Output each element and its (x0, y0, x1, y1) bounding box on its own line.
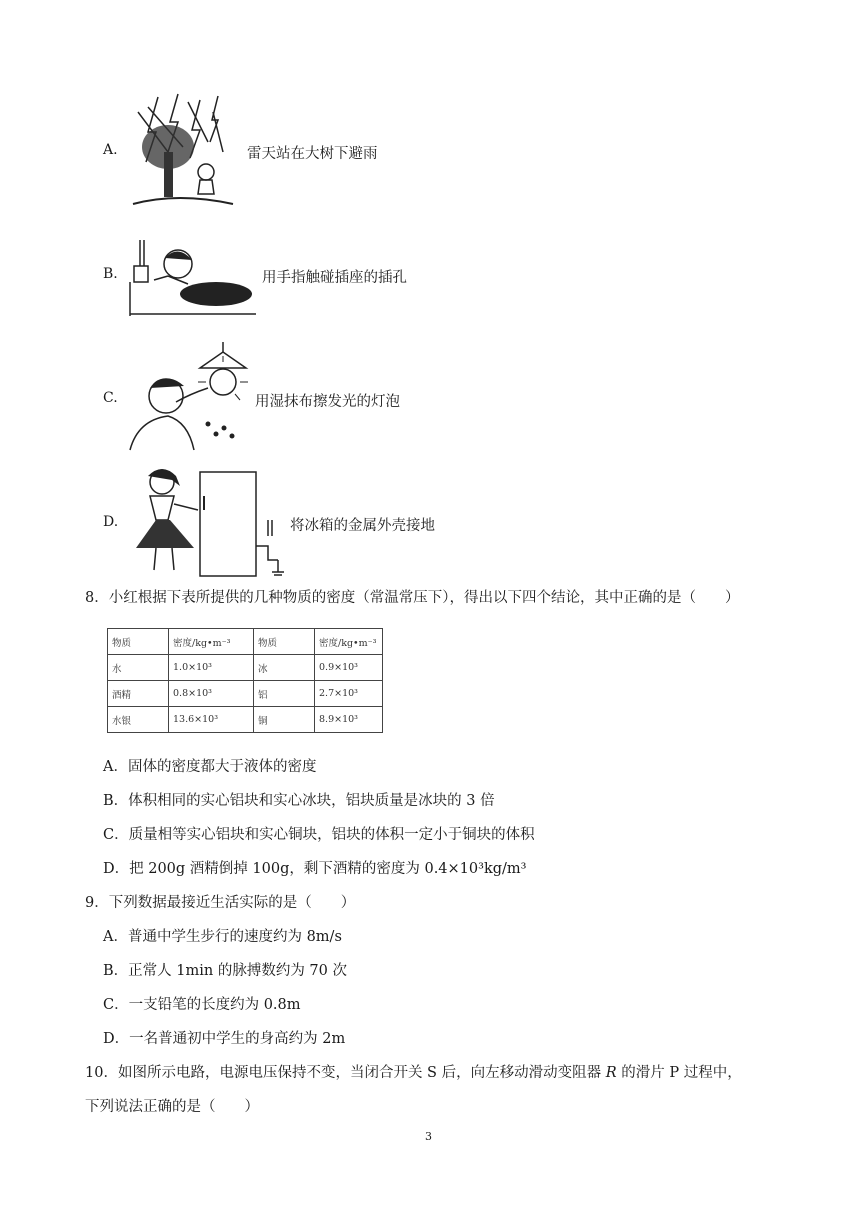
table-cell: 铝 (254, 681, 315, 707)
q7-option-d-text: 将冰箱的金属外壳接地 (290, 518, 435, 534)
table-cell: 0.9×10³ (315, 655, 383, 681)
table-header-cell: 物质 (254, 629, 315, 655)
density-table (107, 628, 383, 733)
socket-child-illustration (128, 236, 256, 320)
q9-stem: 9．下列数据最接近生活实际的是（ ） (85, 895, 356, 911)
table-row (108, 655, 383, 681)
q10-stem-line2: 下列说法正确的是（ ） (85, 1099, 259, 1115)
q7-option-c-text: 用湿抹布擦发光的灯泡 (255, 394, 400, 410)
q7-option-c-letter: C. (103, 390, 118, 406)
q10-variable-r: R (605, 1065, 617, 1081)
q10-stem-part1: 10．如图所示电路，电源电压保持不变，当闭合开关 S 后，向左移动滑动变阻器 (85, 1065, 606, 1081)
q8-option-b: B．体积相同的实心铝块和实心冰块，铝块质量是冰块的 3 倍 (103, 793, 495, 809)
table-cell: 2.7×10³ (315, 681, 383, 707)
table-row (108, 707, 383, 733)
q10-stem-part2: 的滑片 P 过程中， (616, 1065, 742, 1081)
table-cell: 0.8×10³ (169, 681, 254, 707)
q7-option-b-letter: B. (103, 266, 118, 282)
page-number: 3 (425, 1130, 432, 1143)
q8-stem: 8．小红根据下表所提供的几种物质的密度（常温常压下），得出以下四个结论，其中正确的是（ ） (85, 590, 740, 606)
q7-option-a-letter: A. (103, 142, 118, 158)
q9-option-d: D．一名普通初中学生的身高约为 2m (103, 1031, 346, 1047)
table-cell: 酒精 (108, 681, 169, 707)
q9-option-a: A．普通中学生步行的速度约为 8m/s (103, 929, 342, 945)
table-header-row (108, 629, 383, 655)
table-cell: 冰 (254, 655, 315, 681)
table-row (108, 681, 383, 707)
q7-option-a-text: 雷天站在大树下避雨 (247, 146, 378, 162)
q8-option-c: C．质量相等实心铝块和实心铜块，铝块的体积一定小于铜块的体积 (103, 827, 535, 843)
q8-option-d: D．把 200g 酒精倒掉 100g，剩下酒精的密度为 0.4×10³kg/m³ (103, 861, 527, 877)
q9-option-c: C．一支铅笔的长度约为 0.8m (103, 997, 301, 1013)
table-cell: 水 (108, 655, 169, 681)
table-cell: 水银 (108, 707, 169, 733)
bulb-wiping-illustration (128, 342, 260, 456)
q9-option-b: B．正常人 1min 的脉搏数约为 70 次 (103, 963, 347, 979)
fridge-grounding-illustration (128, 466, 288, 578)
q7-option-b-text: 用手指触碰插座的插孔 (262, 270, 407, 286)
table-header-cell: 密度/kg•m⁻³ (169, 629, 254, 655)
table-cell: 13.6×10³ (169, 707, 254, 733)
tree-lightning-illustration (128, 92, 240, 210)
table-header-cell: 物质 (108, 629, 169, 655)
q8-option-a: A．固体的密度都大于液体的密度 (103, 759, 317, 775)
table-cell: 1.0×10³ (169, 655, 254, 681)
table-header-cell: 密度/kg•m⁻³ (315, 629, 383, 655)
q7-option-d-letter: D. (103, 514, 119, 530)
table-cell: 8.9×10³ (315, 707, 383, 733)
q10-stem-line1 (85, 1061, 742, 1082)
table-cell: 铜 (254, 707, 315, 733)
